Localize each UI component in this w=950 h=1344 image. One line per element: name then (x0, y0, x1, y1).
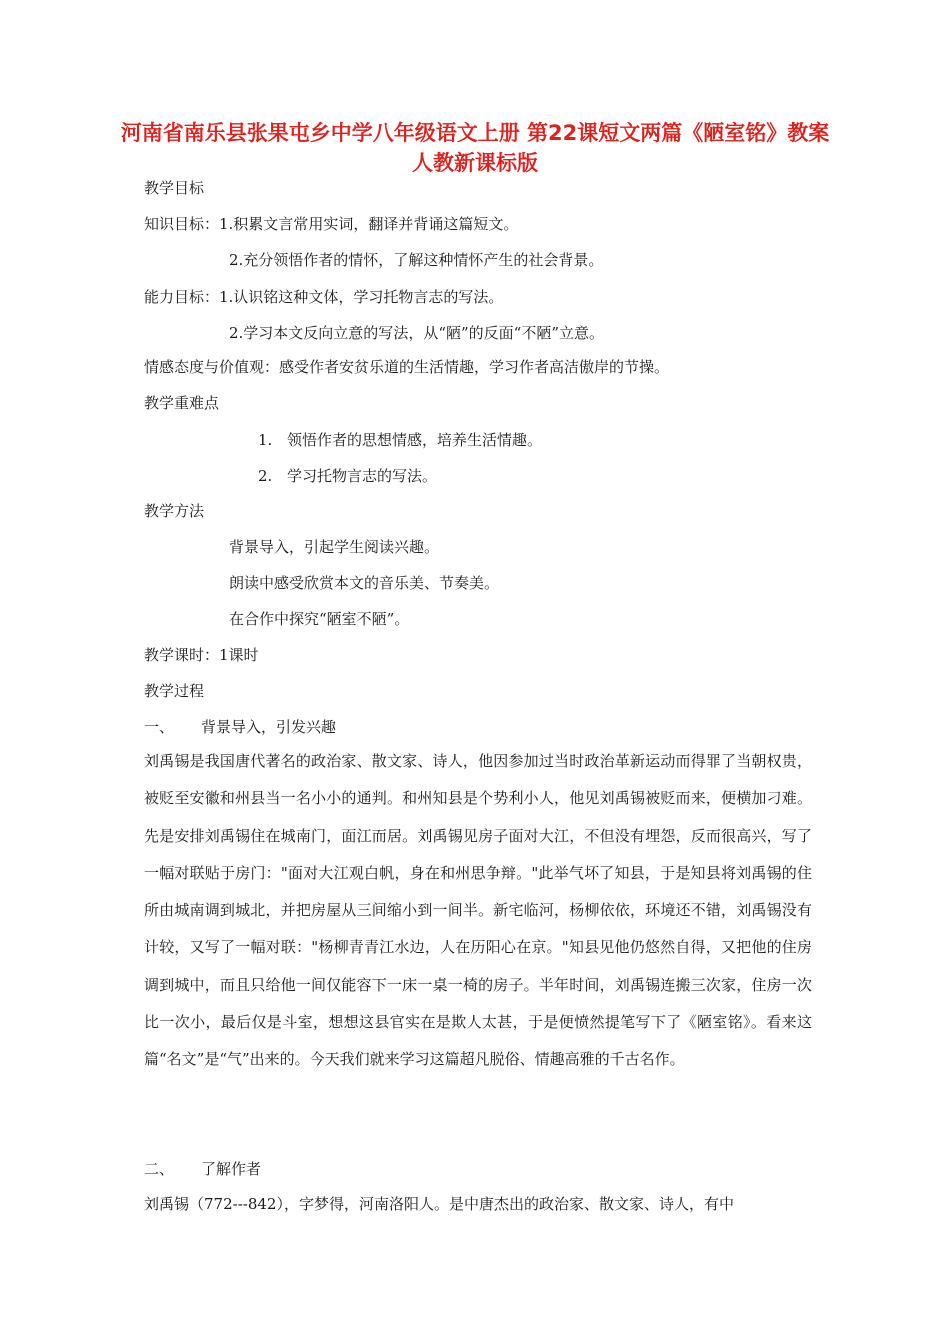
key-point-1-number: 1. (258, 431, 273, 449)
key-point-2: 学习托物言志的写法。 (287, 467, 438, 485)
key-point-2-number: 2. (258, 467, 273, 485)
step-2-number: 二、 (144, 1160, 175, 1178)
step-2-paragraph: 刘禹锡（772---842），字梦得，河南洛阳人。是中唐杰出的政治家、散文家、诗人，有中 (144, 1195, 734, 1213)
emotion-objective: 情感态度与价值观：感受作者安贫乐道的生活情趣，学习作者高洁傲岸的节操。 (144, 358, 670, 376)
process-heading: 教学过程 (144, 682, 205, 700)
step-1-number: 一、 (144, 718, 175, 736)
teaching-hours: 教学课时：1课时 (144, 646, 259, 664)
methods-heading: 教学方法 (144, 502, 205, 520)
method-2: 朗读中感受欣赏本文的音乐美、节奏美。 (229, 574, 500, 592)
ability-objective-1: 能力目标：1.认识铭这种文体，学习托物言志的写法。 (144, 288, 504, 306)
page-title: 河南省南乐县张果屯乡中学八年级语文上册 第22课短文两篇《陋室铭》教案 人教新课标版 (120, 121, 830, 175)
knowledge-objective-2: 2.充分领悟作者的情怀，了解这种情怀产生的社会背景。 (229, 251, 604, 269)
key-point-1: 领悟作者的思想情感，培养生活情趣。 (287, 431, 543, 449)
key-points-heading: 教学重难点 (144, 394, 220, 412)
step-2-heading: 了解作者 (201, 1160, 262, 1178)
objectives-heading: 教学目标 (144, 179, 205, 197)
step-1-paragraph: 刘禹锡是我国唐代著名的政治家、散文家、诗人，他因参加过当时政治革新运动而得罪了当朝权贵，被贬至安徽和州县当一名小小的通判。和州知县是个势利小人，他见刘禹锡被贬而来，便横加刁难。先是安排刘禹锡住在城南门，面江而居。刘禹锡见房子面对大江，不但没有埋怨，反而很高兴，写了一幅对联贴于房门："面对大江观白帆，身在和州思争辩。"此举气坏了知县，于是知县将刘禹锡的住所由城南调到城北，并把房屋从三间缩小到一间半。新宅临河，杨柳依依，环境还不错，刘禹锡没有计较，又写了一幅对联："杨柳青青江水边，人在历阳心在京。"知县见他仍悠然自得，又把他的住房调到城中，而且只给他一间仅能容下一床一桌一椅的房子。半年时间，刘禹锡连搬三次家，住房一次比一次小，最后仅是斗室，想想这县官实在是欺人太甚，于是便愤然提笔写下了《陋室铭》。看来这篇“名文”是“气”出来的。今天我们就来学习这篇超凡脱俗、情趣高雅的千古名作。 (144, 752, 812, 1069)
ability-objective-2: 2.学习本文反向立意的写法，从“陋”的反面“不陋”立意。 (229, 324, 604, 342)
method-1: 背景导入，引起学生阅读兴趣。 (229, 538, 440, 556)
knowledge-objective-1: 知识目标：1.积累文言常用实词，翻译并背诵这篇短文。 (144, 215, 519, 233)
step-1-heading: 背景导入，引发兴趣 (201, 718, 337, 736)
method-3: 在合作中探究“陋室不陋”。 (229, 610, 410, 628)
